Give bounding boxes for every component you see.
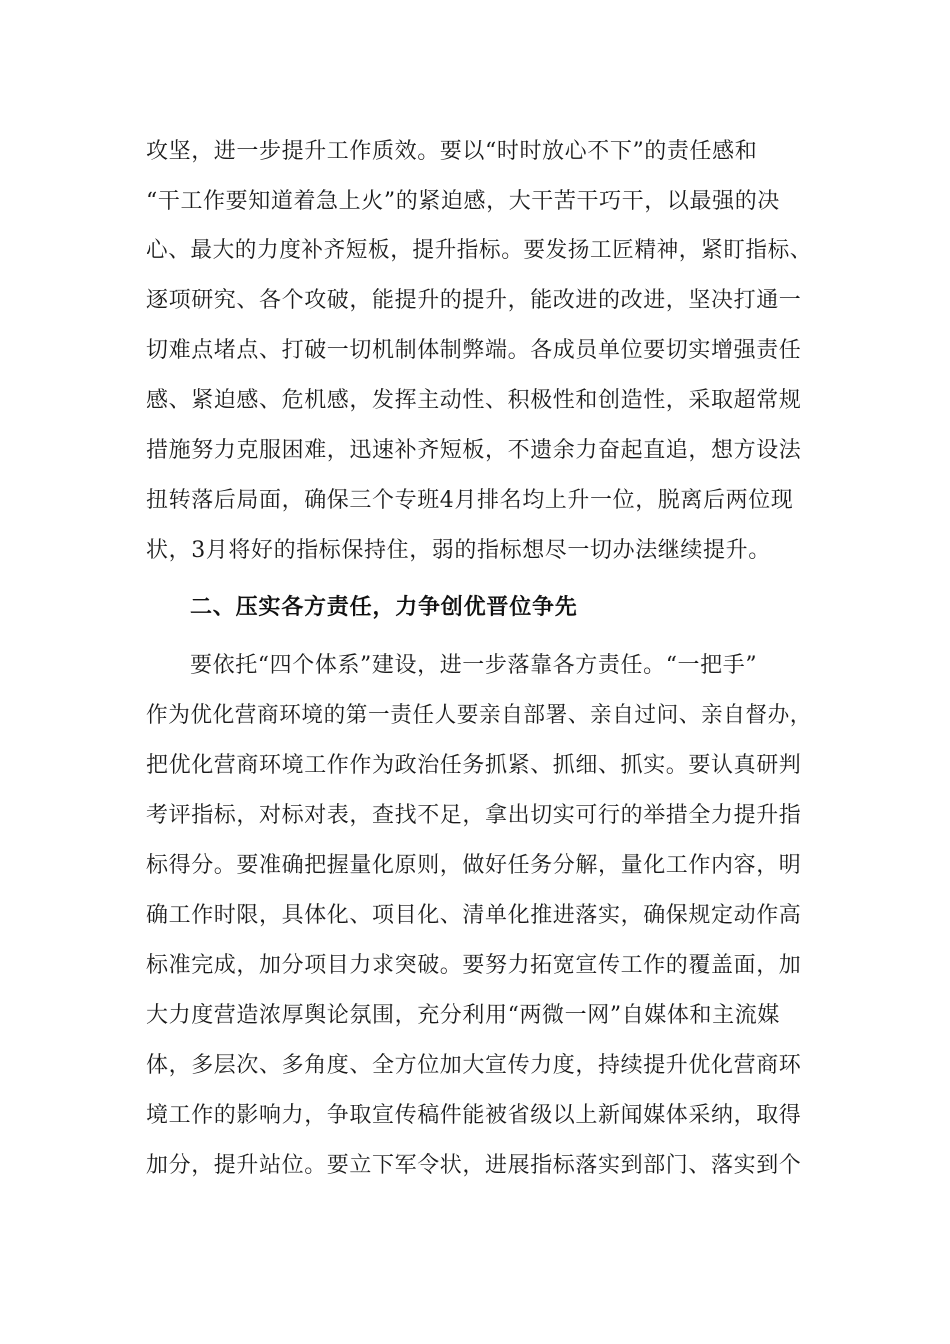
- paragraph-1-line-2: “干工作要知道着急上火”的紧迫感，大干苦干巧干，以最强的决: [146, 189, 780, 214]
- section-heading: 二、压实各方责任，力争创优晋位争先: [190, 595, 578, 620]
- paragraph-1-line-4: 逐项研究、各个攻破，能提升的提升，能改进的改进，坚决打通一: [146, 288, 802, 313]
- paragraph-1-line-7: 措施努力克服困难，迅速补齐短板，不遗余力奋起直追，想方设法: [146, 438, 802, 463]
- paragraph-2-line-1: 要依托“四个体系”建设，进一步落靠各方责任。“一把手”: [190, 653, 758, 678]
- paragraph-2-line-10: 境工作的影响力，争取宣传稿件能被省级以上新闻媒体采纳，取得: [146, 1103, 802, 1128]
- paragraph-1-line-3: 心、最大的力度补齐短板，提升指标。要发扬工匠精神，紧盯指标、: [146, 238, 813, 263]
- paragraph-2-line-6: 确工作时限，具体化、项目化、清单化推进落实，确保规定动作高: [146, 903, 802, 928]
- paragraph-1-line-1: 攻坚，进一步提升工作质效。要以“时时放心不下”的责任感和: [146, 139, 758, 164]
- paragraph-2-line-11: 加分，提升站位。要立下军令状，进展指标落实到部门、落实到个: [146, 1153, 802, 1178]
- paragraph-2-line-2: 作为优化营商环境的第一责任人要亲自部署、亲自过问、亲自督办，: [146, 703, 813, 728]
- paragraph-1-line-8: 扭转落后局面，确保三个专班4月排名均上升一位，脱离后两位现: [146, 488, 794, 513]
- paragraph-2-line-8: 大力度营造浓厚舆论氛围，充分利用“两微一网”自媒体和主流媒: [146, 1003, 780, 1028]
- paragraph-1-line-5: 切难点堵点、打破一切机制体制弊端。各成员单位要切实增强责任: [146, 338, 802, 363]
- paragraph-1-line-9: 状，3月将好的指标保持住，弱的指标想尽一切办法继续提升。: [146, 538, 771, 563]
- paragraph-2-line-5: 标得分。要准确把握量化原则，做好任务分解，量化工作内容，明: [146, 853, 802, 878]
- paragraph-2-line-3: 把优化营商环境工作作为政治任务抓紧、抓细、抓实。要认真研判: [146, 753, 802, 778]
- paragraph-2-line-9: 体，多层次、多角度、全方位加大宣传力度，持续提升优化营商环: [146, 1053, 802, 1078]
- paragraph-1-line-6: 感、紧迫感、危机感，发挥主动性、积极性和创造性，采取超常规: [146, 388, 802, 413]
- paragraph-2-line-4: 考评指标，对标对表，查找不足，拿出切实可行的举措全力提升指: [146, 803, 802, 828]
- paragraph-2-line-7: 标准完成，加分项目力求突破。要努力拓宽宣传工作的覆盖面，加: [146, 953, 802, 978]
